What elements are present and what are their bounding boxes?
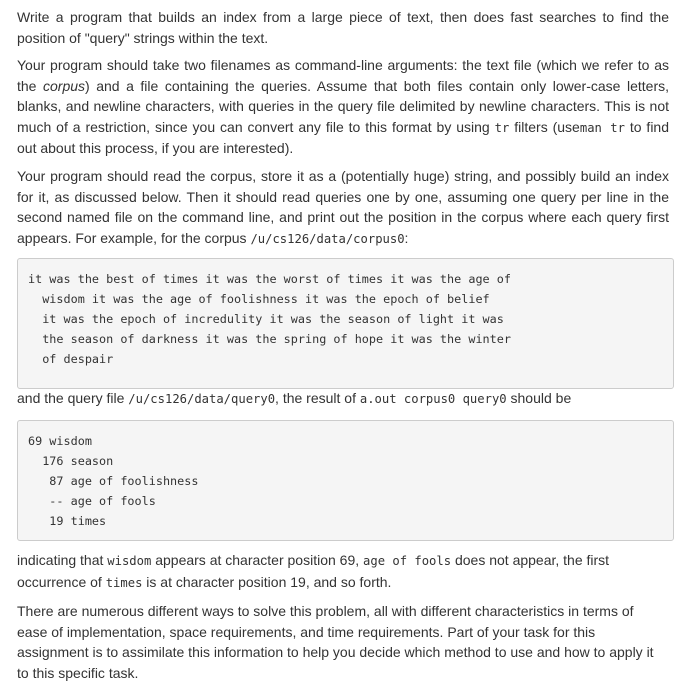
text-run: is at character position 19, and so forth. (142, 573, 392, 590)
code-line: 69 wisdom (28, 434, 92, 448)
text-run: appears at character position 69, (151, 552, 364, 568)
code-line: the season of darkness it was the spring of hope it was the winter (28, 332, 511, 346)
wisdom-code: wisdom (107, 554, 152, 568)
query-path-code: /u/cs126/data/query0 (128, 392, 276, 406)
code-line: wisdom it was the age of foolishness it was the epoch of belief (28, 292, 490, 306)
text-run: does not appear, the first occurrence of (17, 552, 610, 590)
query-file-paragraph (17, 388, 669, 410)
arguments-paragraph (17, 55, 669, 159)
code-line: it was the epoch of incredulity it was the season of light it was (28, 312, 504, 326)
corpus-term: corpus (43, 77, 86, 94)
command-code: a.out corpus0 query0 (359, 392, 507, 406)
tr-code: tr (494, 120, 510, 135)
text-run: indicating that (17, 552, 108, 568)
text-run: Your program should read the corpus, store it as a (potentially huge) string, and possibly build an index for it, as discussed below. Then it should read queries one by one, assuming one query per line in the second named file on the command line, and print out the position in the corpus where each query first appears. For example, for the corpus (17, 168, 669, 246)
result-code-block (17, 420, 674, 541)
corpus-code-block (17, 258, 674, 389)
text-run: to find out about this process, if you are interested). (17, 118, 670, 156)
explanation-paragraph (17, 550, 663, 593)
corpus-paragraph (17, 166, 669, 249)
times-code: times (105, 575, 143, 590)
code-line: 176 season (28, 454, 114, 468)
code-line: 19 times (28, 514, 107, 528)
text-run: , the result of (275, 390, 360, 406)
code-line: 87 age of foolishness (28, 474, 199, 488)
approaches-paragraph: There are numerous different ways to solve this problem, all with different characteristics in terms of ease of implementation, space requirements, and time requirements. Part of your task for this assignment is to assimilate this information to help you decide which method to use and how to apply it to this specific task. (17, 603, 654, 681)
corpus-path-code: /u/cs126/data/corpus0 (250, 231, 405, 246)
text-run: should be (506, 390, 572, 406)
text-run: ) and a file containing the queries. Assume that both files contain only lower-case letters, blanks, and newline characters, with queries in the query file delimited by newline characters. This is not much of a restriction, since you can convert any file to this format by using (17, 77, 669, 135)
text-run: filters (use (509, 118, 580, 135)
age-of-fools-code: age of fools (363, 554, 452, 568)
man-tr-code: man tr (579, 120, 625, 135)
code-line: -- age of fools (28, 494, 156, 508)
text-run: Your program should take two filenames as command-line arguments: the text file (which we refer to as the (17, 57, 669, 94)
text-run: : (404, 229, 409, 246)
code-line: of despair (28, 352, 114, 366)
intro-paragraph: Write a program that builds an index from a large piece of text, then does fast searches to find the position of "query" strings within the text. (17, 9, 669, 46)
code-line: it was the best of times it was the worst of times it was the age of (28, 272, 511, 286)
text-run: and the query file (17, 390, 129, 406)
